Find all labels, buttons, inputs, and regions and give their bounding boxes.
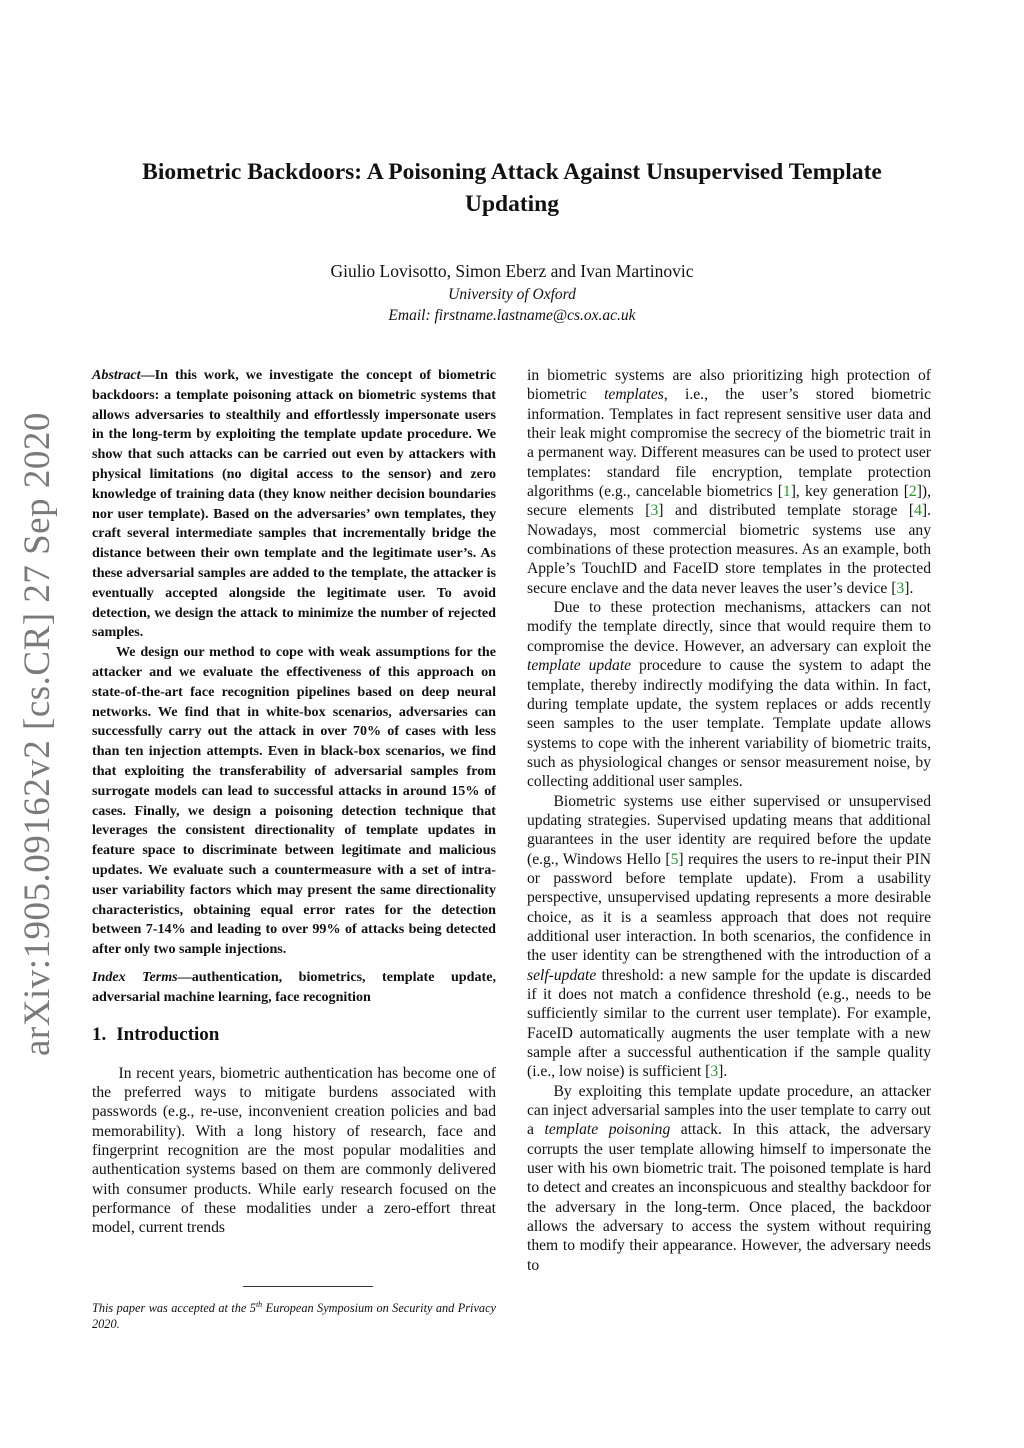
- text-run: ].: [904, 579, 914, 597]
- footnote-text-b: European Symposium on Security and Privacy 2020.: [92, 1301, 496, 1332]
- text-run: in biometric systems are also prioritizing high protection of biometric: [527, 367, 931, 404]
- abstract: [92, 366, 496, 960]
- index-terms-text: authentication, biometrics, template update, adversarial machine learning, face recognition: [92, 968, 496, 1005]
- citation-link[interactable]: 1: [782, 483, 791, 501]
- footnote: [92, 1297, 496, 1332]
- citation-link[interactable]: 2: [908, 483, 917, 501]
- section-title: Introduction: [116, 1023, 220, 1045]
- citation-link[interactable]: 3: [650, 502, 659, 520]
- text-run: ], key generation [: [790, 483, 909, 501]
- abstract-label: Abstract: [92, 367, 141, 383]
- abstract-text-1: In this work, we investigate the concept of biometric backdoors: a template poisoning attack on biometric systems that allows adversaries to stealthily and effortlessly impersonate users in the long-term by exploiting the template update procedure. We show that such attacks can be carried out even by attackers with physical limitations (no digital access to the sensor) and zero knowledge of training data (they know neither decision boundaries nor user template). Based on the adversaries’ own templates, they craft several intermediate samples that incrementally bridge the distance between their own template and the legitimate user’s. As these adversarial samples are added to the template, the attacker is eventually accepted alongside the legitimate user. To avoid detection, we design the attack to minimize the number of rejected samples.: [92, 367, 496, 641]
- index-terms-label: Index Terms: [92, 968, 178, 985]
- text-run: By exploiting this template update procedure, an attacker can inject adversarial samples into the user template to carry out a: [527, 1082, 931, 1139]
- section-number: 1.: [92, 1023, 107, 1045]
- citation-link[interactable]: 3: [710, 1063, 719, 1081]
- abstract-dash: —: [140, 367, 155, 383]
- text-run: attack. In this attack, the adversary corrupts the user template allowing himself to impersonate the user with his own biometric trait. The poisoned template is hard to detect and creates an inconspicuous and stealthy backdoor for the adversary in the long-term. Once placed, the backdoor allows the adversary to access the system without requiring them to modify their appearance. However, the adversary needs to: [527, 1121, 931, 1274]
- text-run: Biometric systems use either supervised or unsupervised updating strategies. Supervised updating means that additional guarantees in the user identity are required before the update (e.g., Windows Hello [: [527, 792, 931, 868]
- section-heading: [92, 1024, 496, 1046]
- index-terms-dash: —: [177, 968, 192, 985]
- author-email: Email: firstname.lastname@cs.ox.ac.uk: [388, 307, 636, 324]
- footnote-rule: [243, 1286, 373, 1287]
- left-column: [92, 366, 496, 1238]
- text-run: ] and distributed template storage [: [658, 502, 915, 520]
- introduction: [92, 1064, 496, 1238]
- text-run: Due to these protection mechanisms, attackers can not modify the template directly, since that would require them to compromise the device. However, an adversary can exploit the: [527, 599, 931, 655]
- right-paragraph-3: [527, 792, 931, 1082]
- affiliation: University of Oxford: [448, 286, 576, 303]
- paper-title: Biometric Backdoors: A Poisoning Attack Against Unsupervised Template Updating: [142, 159, 882, 217]
- text-run: procedure to cause the system to adapt the template, thereby indirectly modifying the data within. In fact, during template update, the system replaces or adds recently seen samples to the user template. Template update allows systems to cope with the inherent variability of biometric traits, such as physiological changes or sensor measurement noise, by collecting additional user samples.: [527, 657, 931, 791]
- citation-link[interactable]: 3: [896, 579, 905, 597]
- text-run: , i.e., the user’s stored biometric information. Templates in fact represent sensitive user data and their leak might compromise the secrecy of the biometric trait in a permanent way. Different measures can be used to protect user templates: standard file encryption, template protection algorithms (e.g., cancelable biometrics [: [527, 386, 932, 501]
- text-run: ].: [718, 1063, 728, 1081]
- abstract-paragraph-1: [92, 366, 496, 643]
- text-run: ]), secure elements [: [527, 483, 931, 520]
- footnote-superscript: th: [255, 1300, 263, 1309]
- arxiv-identifier: arXiv:1905.09162v2 [cs.CR] 27 Sep 2020: [17, 412, 58, 1056]
- text-run: threshold: a new sample for the update is discarded if it does not match a confidence threshold (e.g., needs to be sufficiently similar to the current user template). For example, FaceID automatically augments the user template with a new sample after a successful authentication if the sample quality (i.e., low noise) is sufficient [: [527, 966, 931, 1081]
- right-paragraph-2: [527, 598, 931, 791]
- emphasis: templates: [604, 386, 664, 404]
- authors: Giulio Lovisotto, Simon Eberz and Ivan Martinovic: [330, 261, 694, 281]
- right-column: [527, 366, 931, 1275]
- emphasis: template poisoning: [544, 1121, 671, 1139]
- text-run: ] requires the users to re-input their PIN or password before template update). From a usability perspective, unsupervised updating represents a more desirable choice, as it is a seamless approach that does not require additional user interaction. In both scenarios, the confidence in the user identity can be strengthened with the introduction of a: [527, 850, 931, 965]
- text-run: ]. Nowadays, most commercial biometric systems use any combinations of these protection measures. As an example, both Apple’s TouchID and FaceID store templates in the protected secure enclave and the data never leaves the user’s device [: [527, 502, 931, 597]
- abstract-paragraph-2: We design our method to cope with weak assumptions for the attacker and we evaluate the effectiveness of this approach on state-of-the-art face recognition pipelines based on deep neural networks. We find that in white-box scenarios, adversaries can successfully carry out the attack in over 70% of cases with less than ten injection attempts. Even in black-box scenarios, we find that exploiting the transferability of adversarial samples from surrogate models can lead to successful attacks in around 15% of cases. Finally, we design a poisoning detection technique that leverages the consistent directionality of template updates in feature space to discriminate between legitimate and malicious updates. We evaluate such a countermeasure with a set of intra-user variability factors which may present the same directionality characteristics, obtaining equal error rates for the detection between 7-14% and leading to over 99% of attacks being detected after only two sample injections.: [92, 644, 496, 958]
- index-terms: [92, 968, 496, 1008]
- right-paragraph-4: [527, 1082, 931, 1275]
- right-paragraph-1: [527, 366, 931, 598]
- emphasis: template update: [527, 657, 632, 675]
- citation-link[interactable]: 5: [670, 850, 679, 868]
- citation-link[interactable]: 4: [914, 502, 922, 520]
- intro-paragraph-1: In recent years, biometric authentication has become one of the preferred ways to mitigate burdens associated with passwords (e.g., re-use, inconvenient creation policies and bad memorability). With a long history of research, face and fingerprint recognition are the most popular modalities and authentication systems based on them are commonly delivered with consumer products. While early research focused on the performance of these modalities under a zero-effort threat model, current trends: [92, 1064, 496, 1237]
- footnote-text-a: This paper was accepted at the 5: [92, 1301, 256, 1316]
- emphasis: self-update: [527, 966, 597, 984]
